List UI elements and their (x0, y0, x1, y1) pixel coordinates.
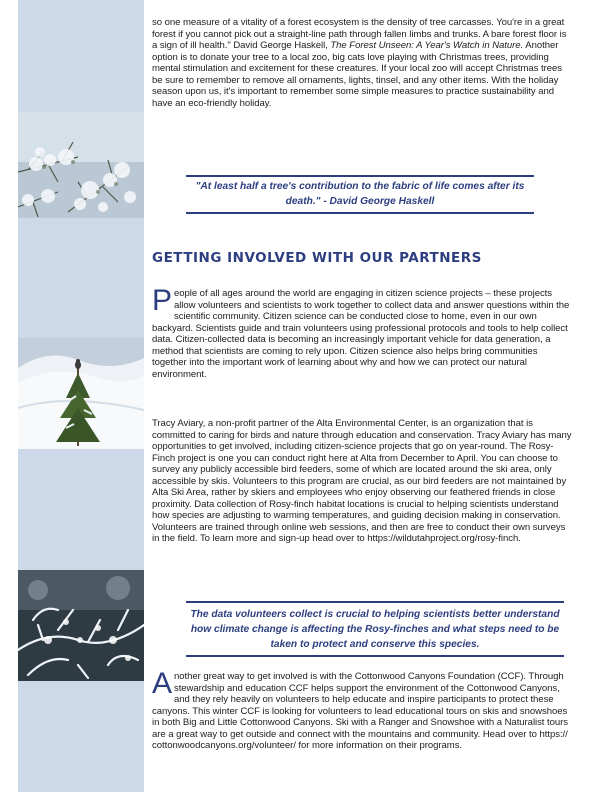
drop-cap: A (152, 667, 172, 700)
pull-quote-haskell (186, 175, 534, 214)
drop-cap: P (152, 284, 172, 317)
intro-paragraph: so one measure of a vitality of a forest ecosystem is the density of tree carcasses. You're in a great forest if you cannot pick out a straight-line path through fallen limbs and trunks. A bare forest floor is a sign of ill health." David George Haskell, The Forest Unseen: A Year's Watch in Nature. Another option is to donate your tree to a local zoo, big cats love playing with Christmas trees, providing mental stimulation and excitement for these creatures. If your local zoo will accept Christmas trees be sure to remember to remove all ornaments, lights, tinsel, and any other items. With the holiday season upon us, it's important to remember some simple measures to practice sustainability and have an eco-friendly holiday. (152, 17, 567, 109)
book-title: The Forest Unseen: A Year's Watch in Nature. (330, 40, 524, 51)
pull-quote-text: "At least half a tree's contribution to the fabric of life comes after its death." - David George Haskell (195, 181, 525, 207)
tracy-aviary-paragraph: Tracy Aviary, a non-profit partner of the Alta Environmental Center, is an organization that is committed to caring for birds and nature through education and conservation. Tracy Aviary has many opportunities to get involved, including citizen-science projects that go on year-round. The Rosy-Finch project is one you can conduct right here at Alta from December to April. You can choose to survey any publicly accessible bird feeders, some of which are located around the ski area, only accessible by skis. Volunteers to this program are crucial, as our bird feeders are not maintained by Alta Ski Area, rather by skiers and employees who enjoy observing our feathered friends in close proximity. Data collection of Rosy-finch habitat locations is crucial to helping scientists understand how species are adjusting to warming temperatures, and guiding decision making in conservation. Volunteers are trained through online web sessions, and then are free to conduct their own surveys in the field. To learn more and sign-up head over to https://wildutahproject.org/rosy-finch. (152, 418, 572, 544)
snowy-pine-branches-photo (18, 112, 144, 218)
section-heading: GETTING INVOLVED WITH OUR PARTNERS (152, 250, 482, 266)
pull-quote-rosy-finch (186, 601, 564, 657)
citizen-science-paragraph: People of all ages around the world are engaging in citizen science projects – these projects allow volunteers and scientists to work together to collect data and answer questions within the scientific community. Citizen science can be conducted close to home, even in our own backyard. Scientists guide and train volunteers using professional protocols and tools to help collect data. Citizen-collected data is becoming an increasingly important vehicle for data generation, a method that scientists are coming to rely upon. Citizen science also helps bring communities together into the important work of learning about why and how we can protect our natural environment. (152, 284, 570, 380)
pull-quote-text: The data volunteers collect is crucial to helping scientists better understand how climate change is affecting the Rosy-finches and what steps need to be taken to protect and conserve this species. (190, 609, 560, 650)
frosted-shrub-branches-photo (18, 570, 144, 681)
snowy-hillside-tree-with-bird-photo (18, 338, 144, 449)
cottonwood-canyons-paragraph: Another great way to get involved is with the Cottonwood Canyons Foundation (CCF). Through stewardship and education CCF helps support the environment of the Cottonwood Canyons, and they rely heavily on volunteers to help educate and inspire participants to protect these canyons. This winter CCF is looking for volunteers to lead educational tours on skis and snowshoes in both Big and Little Cottonwood Canyons. Ski with a Ranger and Snowshoe with a Naturalist tours are a great way to get outside and connect with the mountains and community. Head over to https:// cottonwoodcanyons.org/volunteer/ for more information on their programs. (152, 667, 568, 751)
